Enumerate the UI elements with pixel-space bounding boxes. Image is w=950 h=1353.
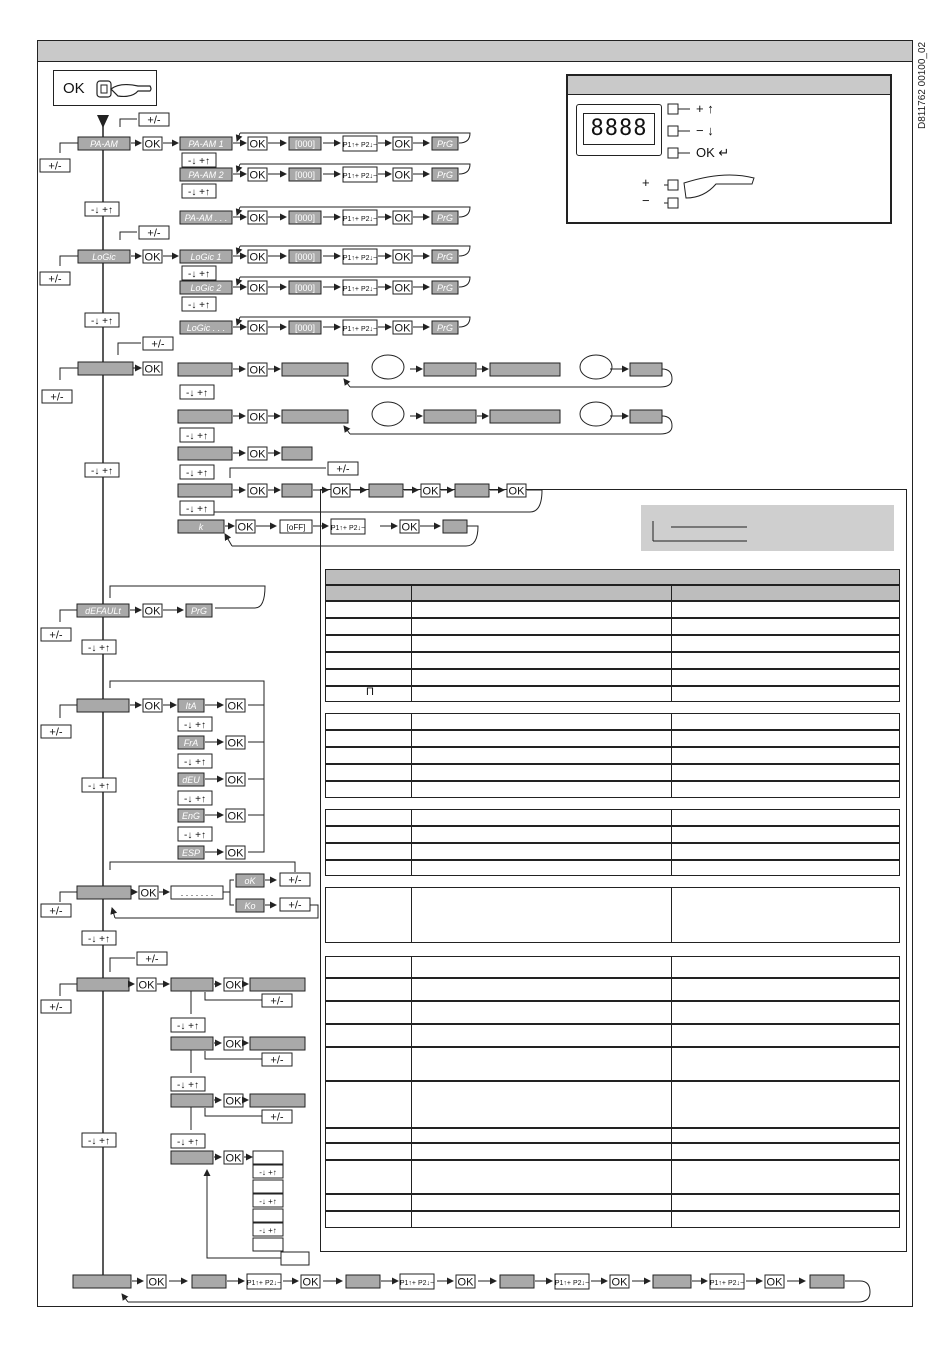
flow-path [205,1051,262,1059]
p-keys-label: P1↑+ P2↓− [554,1280,590,1287]
plus-minus-label: +/- [270,1111,284,1124]
ok-label: OK [457,1276,474,1289]
param-menu-item-label: PA-AM 1 [188,139,224,149]
flow-path [118,343,141,355]
flow-path [128,1281,870,1302]
ok-label: OK [227,700,244,713]
ok-label: OK [144,138,161,151]
ok-label: OK [611,1276,628,1289]
ok-label: OK [225,979,242,992]
final-step [653,1275,691,1288]
flow-path [110,958,135,972]
value-box-label: [000] [294,213,316,223]
final-step [810,1275,844,1288]
ok-label: OK [225,1038,242,1051]
prg-box-label: PrG [190,606,208,616]
adv-step [171,1151,213,1164]
dots-label: . . . . . . . [180,888,214,898]
flow-arrow [237,207,240,215]
prg-box-label: PrG [436,139,454,149]
flow-path [60,705,77,718]
flow-path [60,256,78,266]
down-up-label: -↓ +↑ [177,1021,199,1032]
grey-step [490,410,560,423]
ok-label: OK [144,363,161,376]
test-menu [77,886,131,899]
down-up-label: -↓ +↑ [186,431,208,442]
down-up-label: -↓ +↑ [91,316,113,327]
down-up-label: -↓ +↑ [177,1137,199,1148]
flow-arrow [237,133,240,141]
flow-path [60,143,78,153]
ok-label: OK [63,80,85,97]
ok-label: OK [249,485,266,498]
plus-minus-label: +/- [288,899,302,912]
grey-step [282,410,348,423]
language-deu-label: dEU [182,775,200,785]
p-keys-label: P1↑+ P2↓− [709,1280,745,1287]
language-ita-label: ItA [185,701,197,711]
lcd-digits: 8888 [583,113,655,145]
grey-step [282,447,312,460]
ok-label: OK [140,887,157,900]
ok-label: OK [249,448,266,461]
flow-path [205,992,262,1000]
adv-step [171,1037,213,1050]
flow-path [60,984,77,996]
down-up-label: -↓ +↑ [177,1080,199,1091]
plus-minus-label: +/- [50,391,64,404]
param-menu-item-label: LoGic . . . [186,323,226,333]
flow-path [230,892,234,905]
ok-label: OK [225,1095,242,1108]
ok-label: OK [148,1276,165,1289]
group-menu-label: PA-AM [90,139,118,149]
panel-down-label: − ↓ [696,123,714,138]
adv-value [250,1094,305,1107]
down-up-label: -↓ +↑ [186,388,208,399]
flow-arrow [237,164,240,172]
flow-path [223,880,234,892]
language-esp-label: ESP [181,848,201,858]
param-menu-item-label: PA-AM 2 [188,170,224,180]
ok-label: OK [394,282,411,295]
grey-step [369,484,403,497]
down-up-label: -↓ +↑ [184,830,206,841]
advanced-menu [77,978,129,991]
off-box-label: [oFF] [286,523,306,532]
panel-ok-label: OK ↵ [696,145,730,160]
flow-path [60,610,77,622]
ok-label: OK [249,138,266,151]
down-up-label: -↓ +↑ [88,781,110,792]
flow-arrow [344,426,350,434]
ok-label: OK [227,847,244,860]
panel-up-label: + ↑ [696,101,714,116]
result-ko-label: Ko [244,901,256,911]
prg-box-label: PrG [436,213,454,223]
value-box-label: [000] [294,252,316,262]
value-box-label: [000] [294,139,316,149]
down-up-label: -↓ +↑ [184,794,206,805]
value-box-label: [000] [294,323,316,333]
ok-label: OK [249,251,266,264]
ok-label: OK [225,1152,242,1165]
flow-arrow [112,908,115,918]
down-up-label: -↓ +↑ [188,300,210,311]
ok-label: OK [394,169,411,182]
remote-hand-icon [372,355,404,379]
group-menu-label: LoGic [92,252,116,262]
p-keys-label: P1↑+ P2↓− [342,216,378,223]
plus-minus-label: +/- [336,463,350,476]
final-step [500,1275,534,1288]
down-up-label: -↓ +↑ [88,643,110,654]
sub-step [253,1151,283,1164]
final-menu [73,1275,131,1288]
sub-step [253,1180,283,1193]
flow-arrow [344,379,350,387]
ok-label: OK [249,411,266,424]
flow-path [60,368,78,380]
ok-label: OK [766,1276,783,1289]
ok-label: OK [249,212,266,225]
down-up-label: -↓ +↑ [188,187,210,198]
p-keys-label: P1↑+ P2↓− [342,255,378,262]
value-box-label: [000] [294,170,316,180]
final-step [346,1275,380,1288]
ok-label: OK [138,979,155,992]
panel-minus-label: − [642,193,650,208]
plus-minus-label: +/- [270,1054,284,1067]
ok-label: OK [237,521,254,534]
grey-step [630,363,662,376]
param-menu-item-label: LoGic 1 [190,252,222,262]
down-up-label: -↓ +↑ [91,466,113,477]
final-step [192,1275,226,1288]
flow-path [110,862,295,872]
down-up-label: -↓ +↑ [186,504,208,515]
ok-label: OK [227,774,244,787]
p-keys-label: P1↑+ P2↓− [399,1280,435,1287]
p-keys-label: P1↑+ P2↓− [330,525,366,532]
plus-minus-label: +/- [147,227,161,240]
flow-arrow [225,534,232,546]
k-menu-label: k [198,522,204,532]
adv-value [250,1037,305,1050]
param-menu-item-label: PA-AM . . . [184,213,228,223]
k-end [443,520,467,533]
down-up-label: -↓ +↑ [184,757,206,768]
ok-label: OK [227,810,244,823]
ok-label: OK [332,485,349,498]
ok-label: OK [249,364,266,377]
plus-minus-label: +/- [49,1001,63,1014]
prg-box-label: PrG [436,170,454,180]
flow-path [120,119,137,127]
p-keys-label: P1↑+ P2↓− [342,173,378,180]
grey-step [455,484,489,497]
down-up-label: -↓ +↑ [188,269,210,280]
adv-step [171,1094,213,1107]
plus-minus-label: +/- [49,629,63,642]
down-up-label: -↓ +↑ [188,156,210,167]
plus-minus-label: +/- [49,905,63,918]
panel-plus-label: + [642,175,650,190]
ok-label: OK [144,605,161,618]
down-up-label: -↓ +↑ [186,468,208,479]
plus-minus-label: +/- [49,726,63,739]
grey-step [178,484,232,497]
grey-step [282,363,348,376]
flow-arrow [237,246,240,254]
plus-minus-label: +/- [147,114,161,127]
flow-arrow [122,1294,128,1302]
flow-path [120,232,137,240]
param-menu-item-label: LoGic 2 [190,283,222,293]
p-keys-label: P1↑+ P2↓− [342,142,378,149]
grey-step [424,363,476,376]
document-code: D811762 00100_02 [917,42,928,130]
language-menu [77,699,129,712]
grey-step [424,410,476,423]
ok-label: OK [227,737,244,750]
grey-step [178,410,232,423]
p-keys-label: P1↑+ P2↓− [342,326,378,333]
ok-label: OK [144,251,161,264]
value-box-label: [000] [294,283,316,293]
down-up-label: -↓ +↑ [88,1136,110,1147]
down-up-label: -↓ +↑ [88,934,110,945]
grey-step [490,363,560,376]
grey-step [630,410,662,423]
table-marker: Π [366,686,374,698]
prg-box-label: PrG [436,283,454,293]
grey-step [178,363,232,376]
ok-label: OK [394,251,411,264]
flow-path [60,892,77,902]
sub-step [253,1209,283,1222]
radio-menu [78,362,133,375]
sub-step-label: -↓ +↑ [259,1226,277,1235]
remote-hand-icon [372,402,404,426]
p-keys-label: P1↑+ P2↓− [246,1280,282,1287]
ok-label: OK [401,521,418,534]
language-eng-label: EnG [181,811,201,821]
ok-label: OK [394,138,411,151]
ok-label: OK [249,282,266,295]
plus-minus-label: +/- [48,273,62,286]
down-up-label: -↓ +↑ [184,720,206,731]
ok-label: OK [302,1276,319,1289]
ok-label: OK [422,485,439,498]
p-keys-label: P1↑+ P2↓− [342,286,378,293]
language-fra-label: FrA [183,738,199,748]
flow-path [230,468,326,478]
adv-step [171,978,213,991]
prg-box-label: PrG [436,252,454,262]
result-ok-label: oK [244,876,256,886]
ok-label: OK [508,485,525,498]
grey-step [282,484,312,497]
plus-minus-label: +/- [288,874,302,887]
ok-label: OK [144,700,161,713]
plus-minus-label: +/- [145,953,159,966]
ok-label: OK [394,212,411,225]
down-up-label: -↓ +↑ [91,205,113,216]
ok-label: OK [394,322,411,335]
sub-step-label: -↓ +↑ [259,1168,277,1177]
default-menu-label: dEFAULt [85,606,121,616]
end-box [281,1252,309,1265]
remote-hand-icon [580,402,612,426]
adv-value [250,978,305,991]
flow-arrow [237,277,240,285]
plus-minus-label: +/- [270,995,284,1008]
remote-hand-icon [580,355,612,379]
flow-path [205,1108,262,1116]
plus-minus-label: +/- [48,160,62,173]
ok-label: OK [249,169,266,182]
grey-step [178,447,232,460]
sub-step-label: -↓ +↑ [259,1197,277,1206]
prg-box-label: PrG [436,323,454,333]
ok-label: OK [249,322,266,335]
sub-step [253,1238,283,1251]
flow-arrow [237,317,240,325]
plus-minus-label: +/- [151,338,165,351]
